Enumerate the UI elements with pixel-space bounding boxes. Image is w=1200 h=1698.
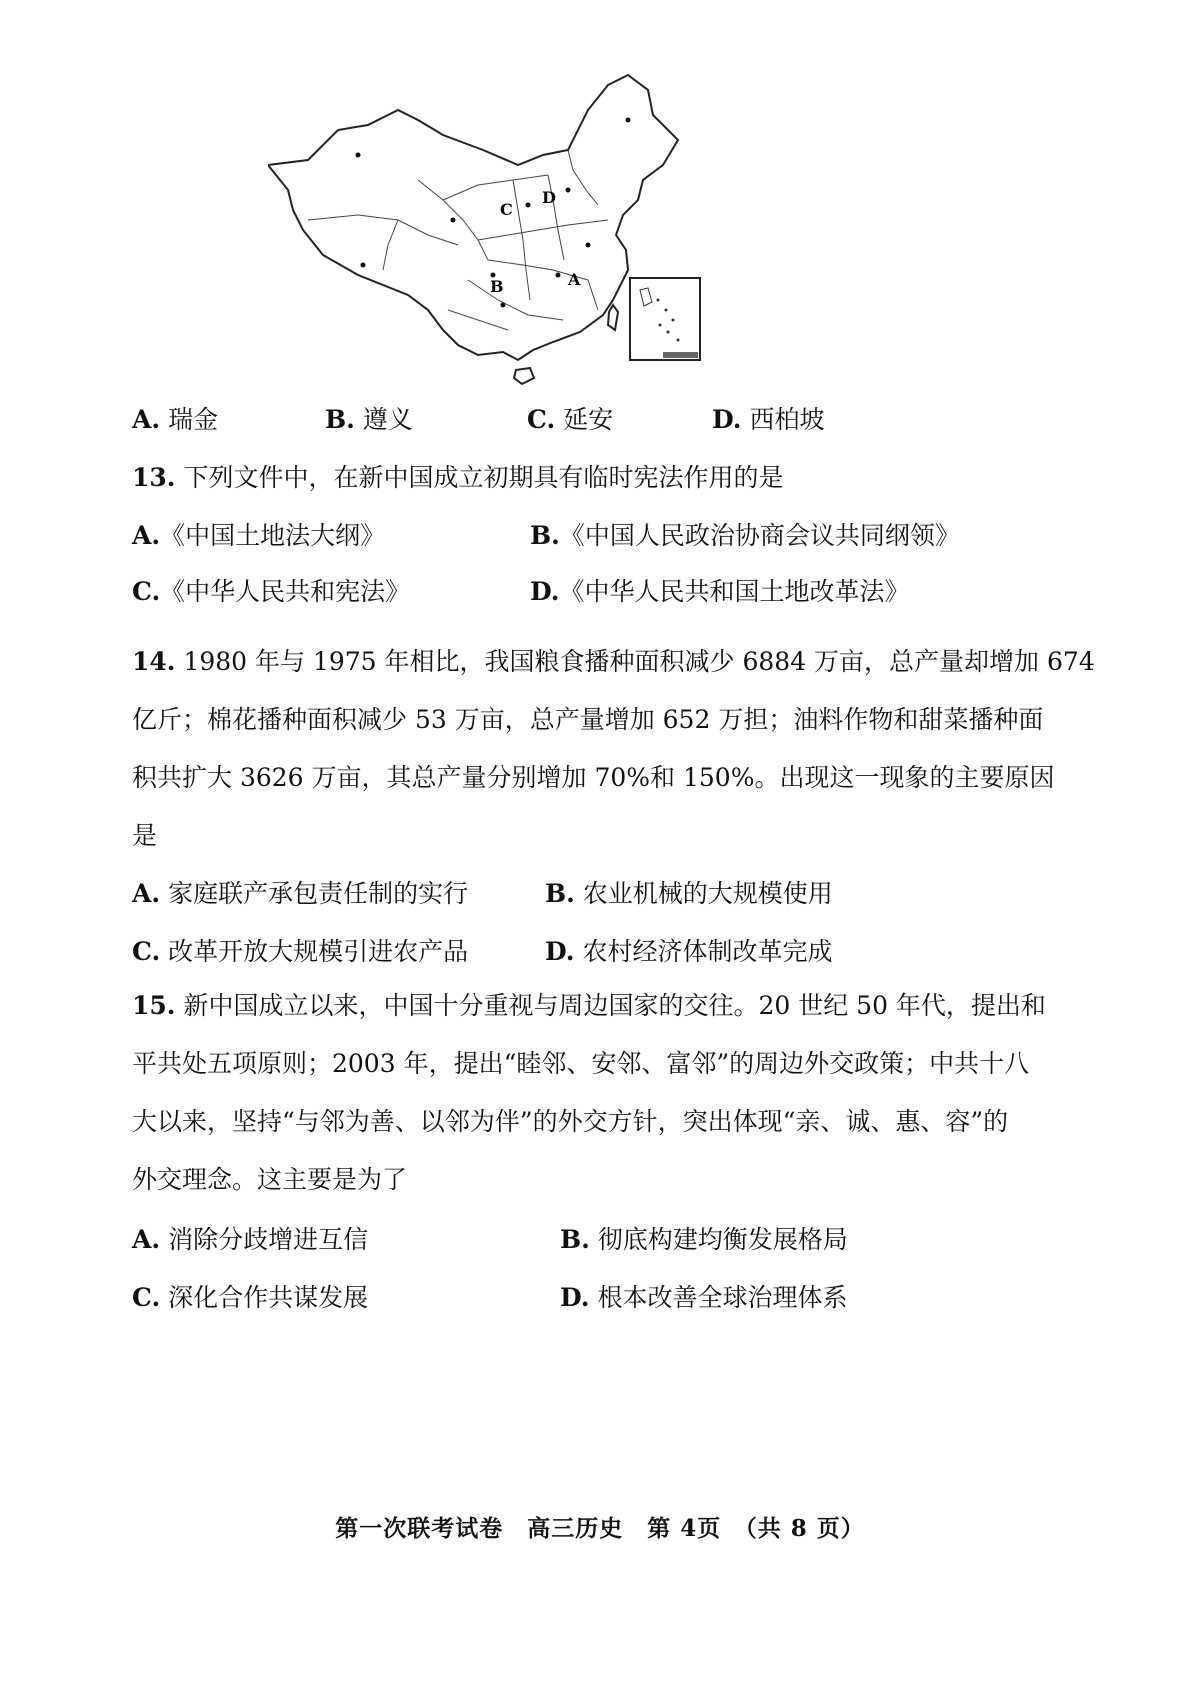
q14-option-d[interactable]: D. 农村经济体制改革完成 xyxy=(545,937,833,966)
q13-option-d[interactable]: D.《中华人民共和国土地改革法》 xyxy=(530,577,910,606)
q15-option-d[interactable]: D. 根本改善全球治理体系 xyxy=(560,1283,848,1312)
q15-option-b[interactable]: B. 彻底构建均衡发展格局 xyxy=(560,1225,848,1254)
q14-option-c[interactable]: C. 改革开放大规模引进农产品 xyxy=(132,937,469,966)
q13-option-a[interactable]: A.《中国土地法大纲》 xyxy=(132,521,386,550)
q14-option-a[interactable]: A. 家庭联产承包责任制的实行 xyxy=(132,879,469,908)
page-footer: 第一次联考试卷 高三历史 第 4页 （共 8 页） xyxy=(335,1515,865,1542)
q15-stem-line-1: 15. 新中国成立以来，中国十分重视与周边国家的交往。20 世纪 50 年代，提出和 xyxy=(132,991,1046,1020)
q13-option-c[interactable]: C.《中华人民共和宪法》 xyxy=(132,577,411,606)
q15-stem-line-4: 外交理念。这主要是为了 xyxy=(132,1165,408,1194)
map-marker-a: A xyxy=(568,270,581,289)
taiwan-island xyxy=(608,305,618,330)
q14-stem-line-3: 积共扩大 3626 万亩，其总产量分别增加 70%和 150%。出现这一现象的主要原因 xyxy=(132,763,1055,792)
q12-option-b[interactable]: B. 遵义 xyxy=(325,405,413,434)
q13-stem: 13. 下列文件中，在新中国成立初期具有临时宪法作用的是 xyxy=(132,463,784,492)
q15-stem-line-2: 平共处五项原则；2003 年，提出“睦邻、安邻、富邻”的周边外交政策；中共十八 xyxy=(132,1049,1030,1078)
q15-stem-line-3: 大以来，坚持“与邻为善、以邻为伴”的外交方针，突出体现“亲、诚、惠、容”的 xyxy=(132,1107,1009,1136)
q15-option-c[interactable]: C. 深化合作共谋发展 xyxy=(132,1283,369,1312)
q14-stem-line-2: 亿斤；棉花播种面积减少 53 万亩，总产量增加 652 万担；油料作物和甜菜播种面 xyxy=(132,705,1044,734)
map-marker-c: C xyxy=(500,200,513,219)
q14-stem-line-1: 14. 1980 年与 1975 年相比，我国粮食播种面积减少 6884 万亩，总产量却增加 674 xyxy=(132,647,1095,676)
map-marker-d: D xyxy=(542,188,556,207)
q13-option-b[interactable]: B.《中国人民政治协商会议共同纲领》 xyxy=(530,521,960,550)
q12-option-d[interactable]: D. 西柏坡 xyxy=(712,405,825,434)
q15-option-a[interactable]: A. 消除分歧增进互信 xyxy=(132,1225,369,1254)
south-china-sea-inset xyxy=(630,278,700,360)
q12-option-c[interactable]: C. 延安 xyxy=(527,405,614,434)
q12-option-a[interactable]: A. 瑞金 xyxy=(132,405,219,434)
q14-option-b[interactable]: B. 农业机械的大规模使用 xyxy=(545,879,833,908)
q14-stem-line-4: 是 xyxy=(132,821,158,850)
china-map xyxy=(268,70,768,400)
hainan-island xyxy=(514,368,534,384)
map-marker-b: B xyxy=(490,277,504,296)
